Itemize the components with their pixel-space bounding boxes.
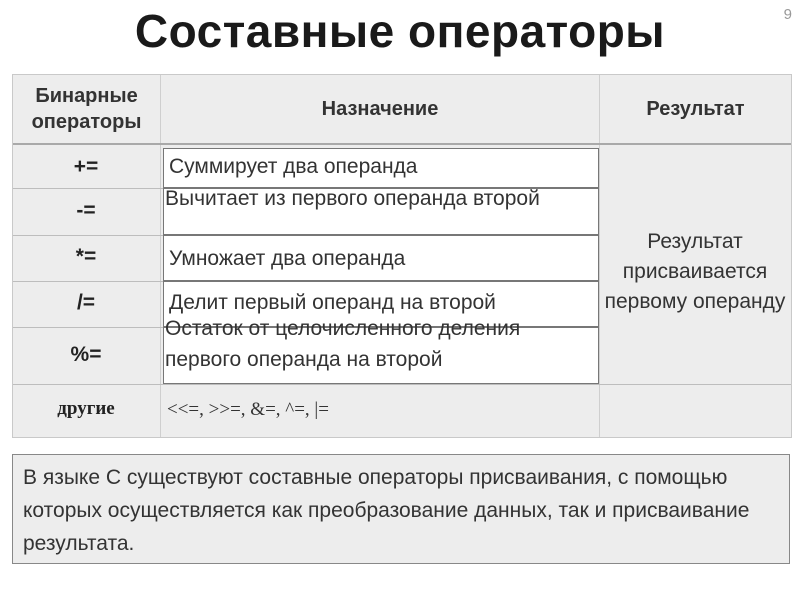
operator-cell: другие (57, 398, 115, 419)
operator-cell: /= (76, 291, 96, 314)
page-number: 9 (783, 6, 792, 23)
operator-cell: *= (75, 245, 97, 268)
operators-table (12, 74, 792, 438)
description-cell: Суммирует два операнда (169, 155, 418, 178)
result-cell: Результат присваивается первому операнду (604, 230, 786, 313)
header-result: Результат (646, 98, 745, 120)
operator-cell: += (73, 155, 99, 178)
header-operators: Бинарные операторы (31, 85, 142, 133)
description-cell: Остаток от целочисленного деления первого операнда на второй (165, 317, 521, 371)
description-cell: Умножает два операнда (169, 247, 406, 270)
slide-title: Составные операторы (134, 5, 666, 57)
info-note: В языке С существуют составные операторы присваивания, с помощью которых осуществляется как преобразование данных, так и присваивание результата. (12, 454, 790, 564)
description-cell: <<=, >>=, &=, ^=, |= (167, 399, 329, 420)
description-cell: Вычитает из первого операнда второй (165, 187, 540, 210)
description-cell: Делит первый операнд на второй (169, 291, 496, 314)
operator-cell: -= (76, 199, 96, 222)
operator-cell: %= (70, 343, 102, 366)
header-divider (13, 143, 791, 145)
header-purpose: Назначение (321, 98, 439, 120)
